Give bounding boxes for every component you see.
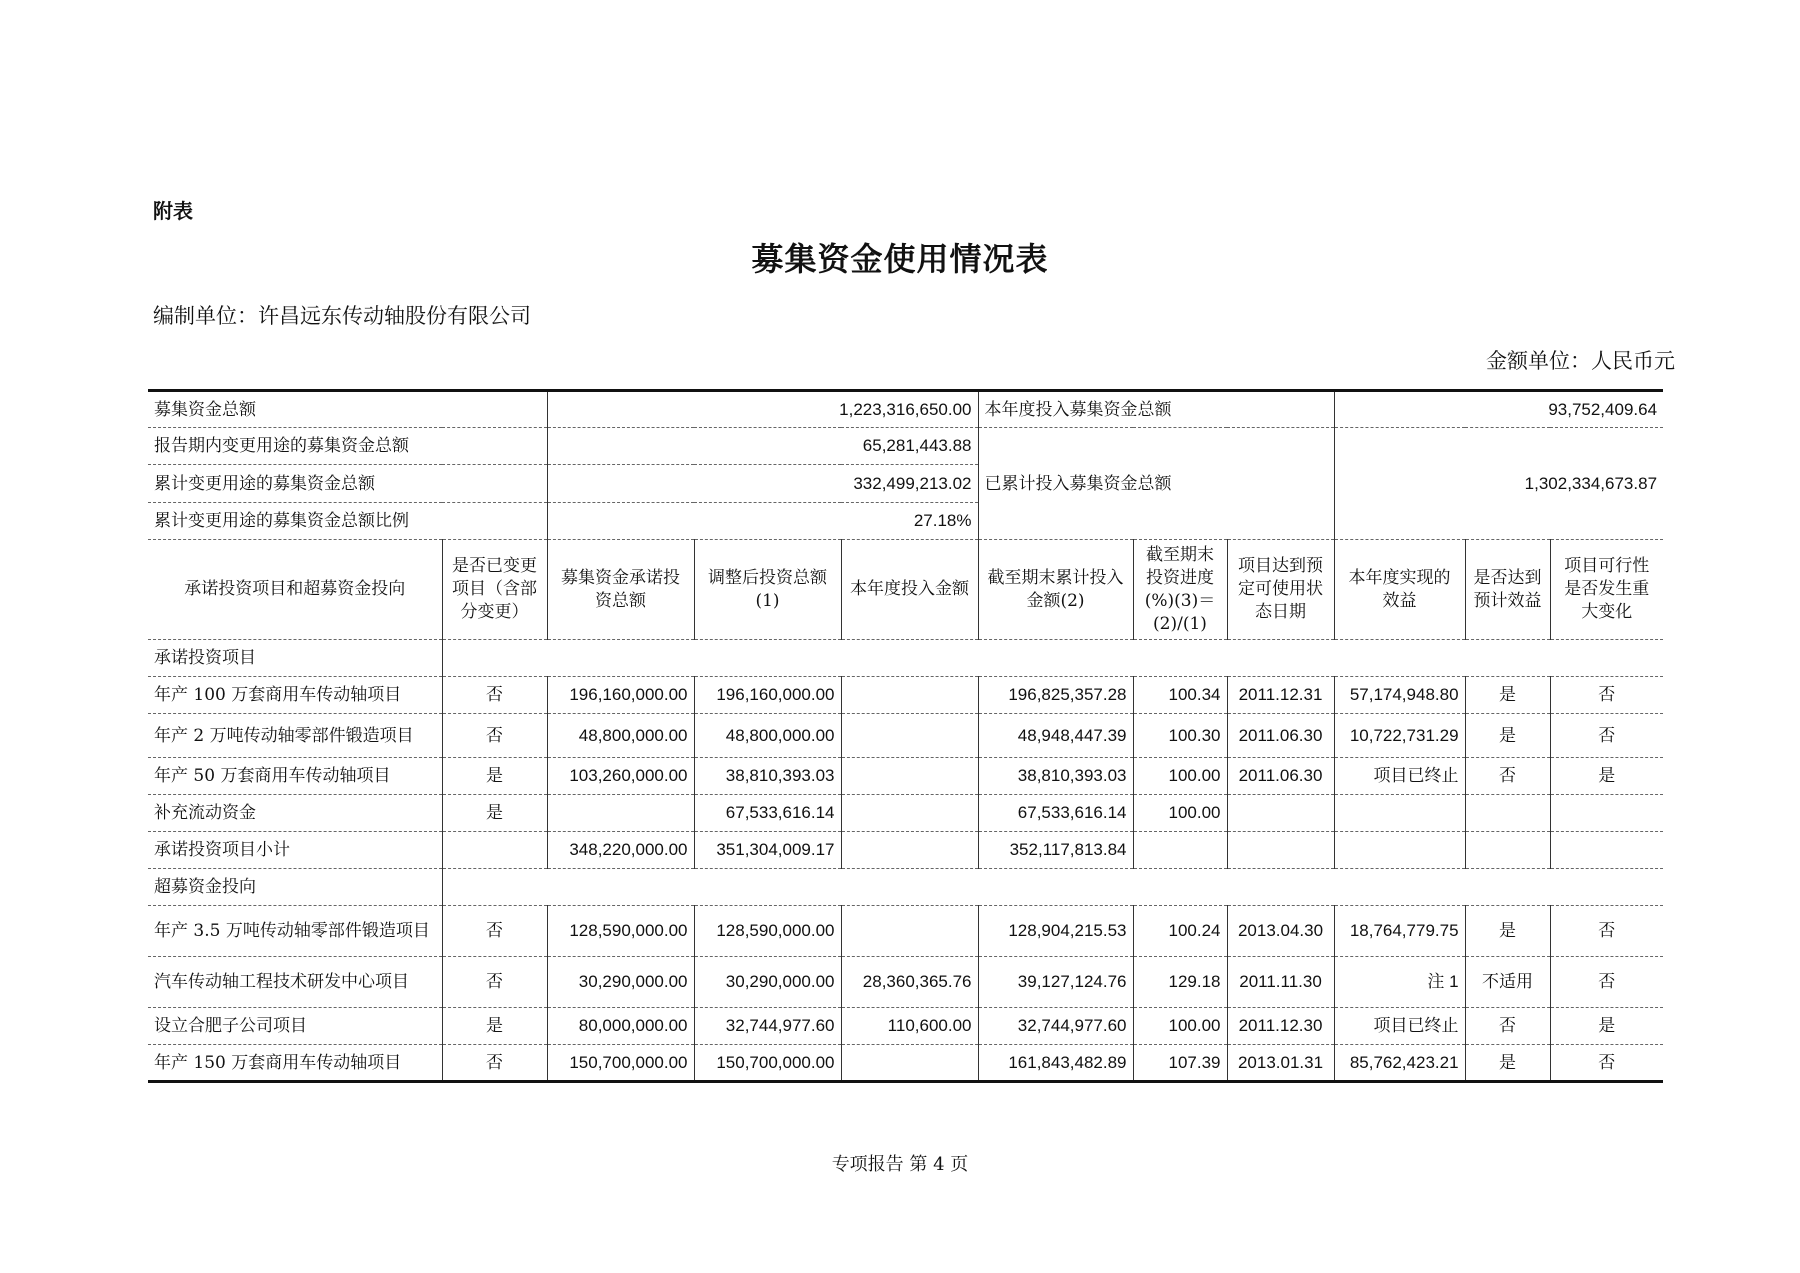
section-header-row (148, 869, 1663, 906)
table-row (148, 957, 1663, 1008)
cell-reached: 是 (1465, 1045, 1550, 1082)
cell-reached: 是 (1465, 677, 1550, 714)
cell-commit: 30,290,000.00 (547, 957, 694, 1008)
cell-commit: 103,260,000.00 (547, 758, 694, 795)
cell-progress (1133, 832, 1227, 869)
cell-benefit: 注 1 (1334, 957, 1465, 1008)
cell-benefit: 项目已终止 (1334, 758, 1465, 795)
summary-value: 27.18% (547, 503, 978, 540)
table-row (148, 906, 1663, 957)
cell-cumulative: 39,127,124.76 (978, 957, 1133, 1008)
cell-cumulative: 352,117,813.84 (978, 832, 1133, 869)
cell-year (841, 758, 978, 795)
cell-changed: 否 (442, 906, 547, 957)
cell-adjusted: 150,700,000.00 (694, 1045, 841, 1082)
cell-adjusted: 67,533,616.14 (694, 795, 841, 832)
cell-name: 承诺投资项目小计 (148, 832, 442, 869)
appendix-label: 附表 (153, 199, 193, 223)
cell-name: 设立合肥子公司项目 (148, 1008, 442, 1045)
cell-changed: 是 (442, 758, 547, 795)
column-header: 募集资金承诺投资总额 (547, 540, 694, 640)
cell-name: 补充流动资金 (148, 795, 442, 832)
cell-reached: 是 (1465, 714, 1550, 758)
table-row (148, 1045, 1663, 1082)
cell-changed: 否 (442, 714, 547, 758)
column-header: 调整后投资总额(1) (694, 540, 841, 640)
cell-cumulative: 161,843,482.89 (978, 1045, 1133, 1082)
cell-commit: 128,590,000.00 (547, 906, 694, 957)
table-row (148, 1008, 1663, 1045)
cell-cumulative: 38,810,393.03 (978, 758, 1133, 795)
cell-date: 2011.06.30 (1227, 758, 1334, 795)
cell-date: 2011.12.30 (1227, 1008, 1334, 1045)
summary-value: 65,281,443.88 (547, 428, 978, 465)
cell-adjusted: 351,304,009.17 (694, 832, 841, 869)
cell-reached: 否 (1465, 1008, 1550, 1045)
currency-unit: 金额单位：人民币元 (1486, 349, 1675, 373)
cell-date: 2011.11.30 (1227, 957, 1334, 1008)
cell-changed: 是 (442, 795, 547, 832)
cell-changed: 否 (442, 1045, 547, 1082)
section-label: 承诺投资项目 (148, 640, 442, 677)
column-header: 项目可行性是否发生重大变化 (1550, 540, 1663, 640)
cell-commit: 348,220,000.00 (547, 832, 694, 869)
cell-progress: 100.24 (1133, 906, 1227, 957)
table-row (148, 714, 1663, 758)
cell-adjusted: 128,590,000.00 (694, 906, 841, 957)
cell-progress: 100.00 (1133, 1008, 1227, 1045)
column-header: 截至期末累计投入金额(2) (978, 540, 1133, 640)
summary-row (148, 391, 1663, 428)
cell-adjusted: 196,160,000.00 (694, 677, 841, 714)
cell-date: 2013.04.30 (1227, 906, 1334, 957)
cell-reached (1465, 795, 1550, 832)
cell-commit: 196,160,000.00 (547, 677, 694, 714)
cell-cumulative: 48,948,447.39 (978, 714, 1133, 758)
fund-usage-table (148, 389, 1663, 1083)
section-blank (442, 640, 1663, 677)
cell-year (841, 832, 978, 869)
cell-feasibility: 是 (1550, 758, 1663, 795)
summary-value: 93,752,409.64 (1334, 391, 1663, 428)
cell-changed (442, 832, 547, 869)
summary-value: 1,223,316,650.00 (547, 391, 978, 428)
cell-date: 2011.12.31 (1227, 677, 1334, 714)
cell-commit (547, 795, 694, 832)
cell-benefit (1334, 832, 1465, 869)
cell-adjusted: 38,810,393.03 (694, 758, 841, 795)
cell-name: 年产 3.5 万吨传动轴零部件锻造项目 (148, 906, 442, 957)
cell-progress: 100.34 (1133, 677, 1227, 714)
cell-name: 年产 150 万套商用车传动轴项目 (148, 1045, 442, 1082)
summary-value: 332,499,213.02 (547, 465, 978, 503)
cell-commit: 150,700,000.00 (547, 1045, 694, 1082)
cell-commit: 48,800,000.00 (547, 714, 694, 758)
column-header: 本年度投入金额 (841, 540, 978, 640)
cell-progress: 100.00 (1133, 795, 1227, 832)
cell-year (841, 677, 978, 714)
cell-adjusted: 32,744,977.60 (694, 1008, 841, 1045)
cell-benefit: 57,174,948.80 (1334, 677, 1465, 714)
page-title: 募集资金使用情况表 (751, 240, 1049, 278)
column-header: 本年度实现的效益 (1334, 540, 1465, 640)
column-header: 是否已变更项目（含部分变更） (442, 540, 547, 640)
cell-benefit: 项目已终止 (1334, 1008, 1465, 1045)
cell-progress: 129.18 (1133, 957, 1227, 1008)
column-header: 是否达到预计效益 (1465, 540, 1550, 640)
cell-benefit (1334, 795, 1465, 832)
cell-adjusted: 30,290,000.00 (694, 957, 841, 1008)
cell-feasibility: 否 (1550, 957, 1663, 1008)
cell-cumulative: 128,904,215.53 (978, 906, 1133, 957)
cell-reached: 不适用 (1465, 957, 1550, 1008)
cell-benefit: 85,762,423.21 (1334, 1045, 1465, 1082)
cell-date (1227, 832, 1334, 869)
cell-year (841, 795, 978, 832)
summary-label: 累计变更用途的募集资金总额 (148, 465, 547, 503)
cell-commit: 80,000,000.00 (547, 1008, 694, 1045)
cell-changed: 是 (442, 1008, 547, 1045)
compiler-unit: 编制单位：许昌远东传动轴股份有限公司 (153, 304, 531, 328)
section-label: 超募资金投向 (148, 869, 442, 906)
cell-name: 年产 100 万套商用车传动轴项目 (148, 677, 442, 714)
cell-feasibility: 否 (1550, 677, 1663, 714)
cell-name: 年产 2 万吨传动轴零部件锻造项目 (148, 714, 442, 758)
summary-label: 本年度投入募集资金总额 (978, 391, 1334, 428)
cell-progress: 107.39 (1133, 1045, 1227, 1082)
column-header: 截至期末投资进度(%)(3)＝(2)/(1) (1133, 540, 1227, 640)
cell-date: 2011.06.30 (1227, 714, 1334, 758)
cell-feasibility: 否 (1550, 714, 1663, 758)
cell-changed: 否 (442, 677, 547, 714)
cell-cumulative: 32,744,977.60 (978, 1008, 1133, 1045)
column-header: 承诺投资项目和超募资金投向 (148, 540, 442, 640)
cell-cumulative: 196,825,357.28 (978, 677, 1133, 714)
cell-feasibility: 否 (1550, 1045, 1663, 1082)
summary-label: 报告期内变更用途的募集资金总额 (148, 428, 547, 465)
cell-year (841, 714, 978, 758)
cell-cumulative: 67,533,616.14 (978, 795, 1133, 832)
cell-progress: 100.30 (1133, 714, 1227, 758)
cell-reached: 是 (1465, 906, 1550, 957)
cell-name: 年产 50 万套商用车传动轴项目 (148, 758, 442, 795)
cell-year (841, 1045, 978, 1082)
cell-date (1227, 795, 1334, 832)
summary-value: 1,302,334,673.87 (1334, 428, 1663, 540)
summary-label: 累计变更用途的募集资金总额比例 (148, 503, 547, 540)
table-row (148, 795, 1663, 832)
cell-adjusted: 48,800,000.00 (694, 714, 841, 758)
cell-year: 28,360,365.76 (841, 957, 978, 1008)
table-row (148, 677, 1663, 714)
cell-reached (1465, 832, 1550, 869)
summary-label: 已累计投入募集资金总额 (978, 428, 1334, 540)
page-footer: 专项报告 第 4 页 (831, 1154, 969, 1175)
section-header-row (148, 640, 1663, 677)
cell-changed: 否 (442, 957, 547, 1008)
summary-label: 募集资金总额 (148, 391, 547, 428)
summary-row (148, 428, 1663, 465)
cell-benefit: 10,722,731.29 (1334, 714, 1465, 758)
cell-progress: 100.00 (1133, 758, 1227, 795)
cell-reached: 否 (1465, 758, 1550, 795)
cell-feasibility (1550, 795, 1663, 832)
cell-feasibility (1550, 832, 1663, 869)
cell-year (841, 906, 978, 957)
cell-benefit: 18,764,779.75 (1334, 906, 1465, 957)
cell-name: 汽车传动轴工程技术研发中心项目 (148, 957, 442, 1008)
cell-year: 110,600.00 (841, 1008, 978, 1045)
cell-feasibility: 否 (1550, 906, 1663, 957)
cell-date: 2013.01.31 (1227, 1045, 1334, 1082)
table-row (148, 832, 1663, 869)
column-header: 项目达到预定可使用状态日期 (1227, 540, 1334, 640)
section-blank (442, 869, 1663, 906)
cell-feasibility: 是 (1550, 1008, 1663, 1045)
table-row (148, 758, 1663, 795)
column-header-row (148, 540, 1663, 640)
